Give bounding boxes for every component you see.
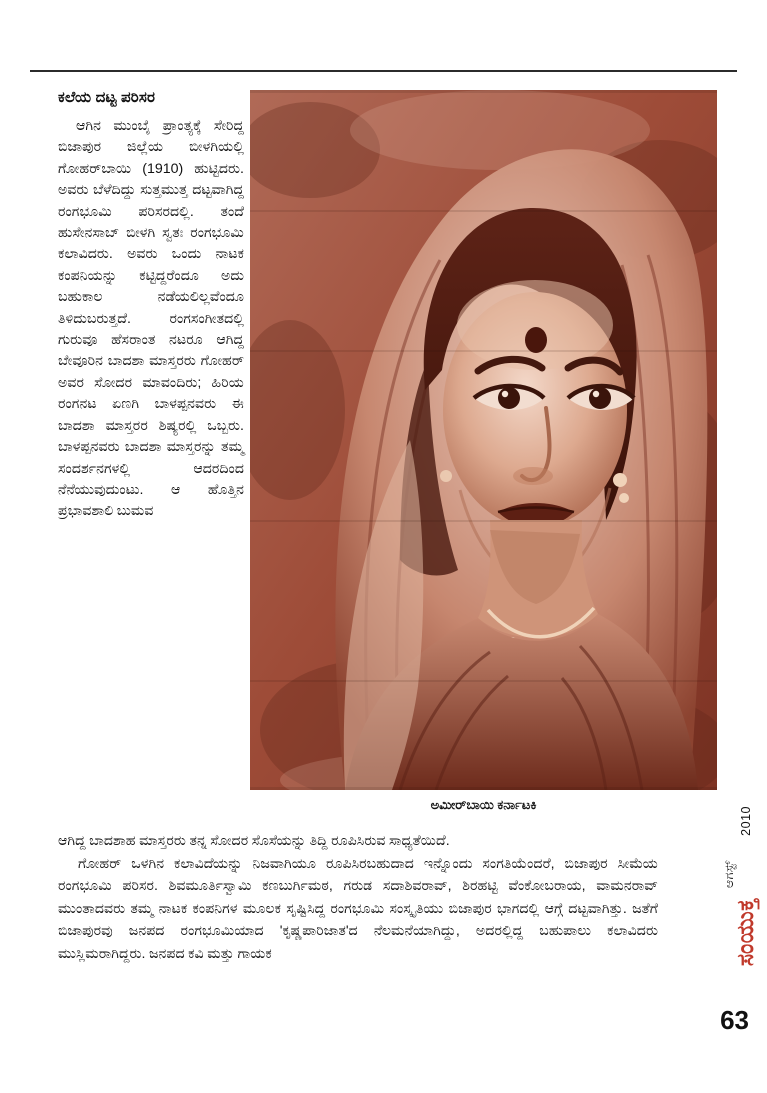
article-headline: ಕಲೆಯ ದಟ್ಟ ಪರಿಸರ xyxy=(58,89,156,106)
portrait-photo-graphic xyxy=(250,90,717,790)
portrait-photo xyxy=(250,90,717,790)
margin-magazine-name: ಸಂಯುಕ್ತ xyxy=(732,898,758,967)
article-left-column xyxy=(58,116,244,523)
bottom-paragraph-1: ಆಗಿದ್ದ ಬಾದಶಾಹ ಮಾಸ್ತರರು ತನ್ನ ಸೋದರ ಸೊಸೆಯನ್ನು ತಿದ್ದಿ ರೂಪಿಸಿರುವ ಸಾಧ್ಯತೆಯಿದೆ. xyxy=(58,833,450,849)
bottom-paragraph-2: ಗೋಹರ್ ಒಳಗಿನ ಕಲಾವಿದೆಯನ್ನು ನಿಜವಾಗಿಯೂ ರೂಪಿಸಿರಬಹುದಾದ ಇನ್ನೊಂದು ಸಂಗತಿಯೆಂದರೆ, ಬಿಜಾಪುರ ಸೀಮೆಯ ರಂಗಭೂಮಿ ಪರಿಸರ. ಶಿವಮೂರ್ತಿಸ್ವಾಮಿ ಕಣಬುರ್ಗಿಮಠ, ಗರುಡ ಸದಾಶಿವರಾವ್, ಶಿರಹಟ್ಟಿ ವೆಂಕೋಬರಾಯ, ವಾಮನರಾವ್ ಮುಂತಾದವರು ತಮ್ಮ ನಾಟಕ ಕಂಪನಿಗಳ ಮೂಲಕ ಸೃಷ್ಟಿಸಿದ್ದ ರಂಗಭೂಮಿ ಸಂಸ್ಕೃತಿಯು ಬಿಜಾಪುರ ಭಾಗದಲ್ಲಿ ಆಗ್ಗೆ ದಟ್ಟವಾಗಿತ್ತು. ಜತೆಗೆ ಬಿಜಾಪುರವು ಜನಪದ ರಂಗಭೂಮಿಯಾದ 'ಕೃಷ್ಣಪಾರಿಜಾತ'ದ ನೆಲಮನೆಯಾಗಿದ್ದು, ಅದರಲ್ಲಿದ್ದ ಬಹುಪಾಲು ಕಲಾವಿದರು ಮುಸ್ಲಿಮರಾಗಿದ್ದರು. ಜನಪದ ಕವಿ ಮತ್ತು ಗಾಯಕ xyxy=(58,855,658,962)
margin-year: 2010 xyxy=(739,806,753,836)
top-rule-divider xyxy=(30,70,737,72)
margin-month: ಆಗಸ್ಟ್ xyxy=(722,860,736,889)
page-number: 63 xyxy=(720,1005,749,1035)
left-column-text: ಆಗಿನ ಮುಂಬೈ ಪ್ರಾಂತ್ಯಕ್ಕೆ ಸೇರಿದ್ದ ಬಿಜಾಪುರ ಜಿಲ್ಲೆಯ ಬೀಳಗಿಯಲ್ಲಿ ಗೋಹರ್‌ಬಾಯಿ (1910) ಹುಟ್ಟಿದರು. ಅವರು ಬೆಳೆದಿದ್ದು ಸುತ್ತಮುತ್ತ ದಟ್ಟವಾಗಿದ್ದ ರಂಗಭೂಮಿ ಪರಿಸರದಲ್ಲಿ. ತಂದೆ ಹುಸೇನಸಾಬ್ ಬೀಳಗಿ ಸ್ವತಃ ರಂಗಭೂಮಿ ಕಲಾವಿದರು. ಅವರು ಒಂದು ನಾಟಕ ಕಂಪನಿಯನ್ನು ಕಟ್ಟಿದ್ದರೆಂದೂ ಅದು ಬಹುಕಾಲ ನಡೆಯಲಿಲ್ಲವೆಂದೂ ತಿಳಿದುಬರುತ್ತದೆ. ರಂಗಸಂಗೀತದಲ್ಲಿ ಗುರುವೂ ಹೆಸರಾಂತ ನಟರೂ ಆಗಿದ್ದ ಬೇವೂರಿನ ಬಾದಶಾ ಮಾಸ್ತರರು ಗೋಹರ್ ಅವರ ಸೋದರ ಮಾವಂದಿರು; ಹಿರಿಯ ರಂಗನಟ ಏಣಗಿ ಬಾಳಪ್ಪನವರು ಈ ಬಾದಶಾ ಮಾಸ್ತರರ ಶಿಷ್ಯರಲ್ಲಿ ಒಬ್ಬರು. ಬಾಳಪ್ಪನವರು ಬಾದಶಾ ಮಾಸ್ತರನ್ನು ತಮ್ಮ ಸಂದರ್ಶನಗಳಲ್ಲಿ ಆದರದಿಂದ ನೆನೆಯುವುದುಂಟು. ಆ ಹೊತ್ತಿನ ಪ್ರಭಾವಶಾಲಿ ಬುಮವ xyxy=(58,118,244,520)
photo-caption: ಅಮೀರ್‌ಬಾಯಿ ಕರ್ನಾಟಕಿ xyxy=(430,797,537,812)
photo-figure xyxy=(250,90,717,790)
article-bottom-text xyxy=(58,830,658,966)
